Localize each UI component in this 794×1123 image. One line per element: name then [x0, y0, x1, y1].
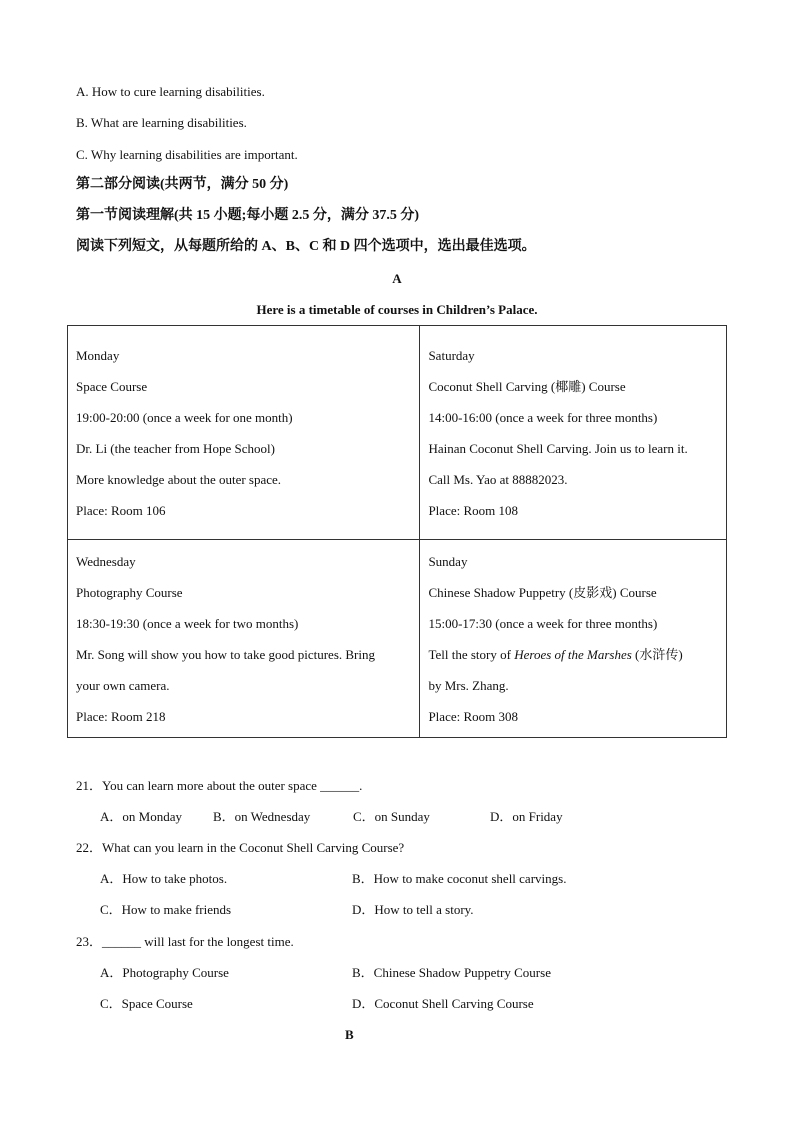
sunday-course: Chinese Shadow Puppetry (皮影戏) Course: [428, 585, 657, 600]
question-23-option-b: B．Chinese Shadow Puppetry Course: [352, 965, 551, 980]
question-21-option-d: D．on Friday: [490, 809, 563, 824]
question-23-stem: 23．______ will last for the longest time.: [76, 934, 294, 949]
question-22-option-c: C．How to make friends: [100, 902, 232, 917]
previous-option-c: C. Why learning disabilities are important.: [76, 147, 298, 162]
course-timetable: [67, 325, 727, 738]
question-23-option-d: D．Coconut Shell Carving Course: [352, 996, 534, 1011]
cell-wednesday: [68, 540, 420, 738]
saturday-contact: Call Ms. Yao at 88882023.: [428, 472, 568, 487]
wednesday-place: Place: Room 218: [76, 709, 166, 724]
previous-option-b: B. What are learning disabilities.: [76, 115, 247, 130]
question-22-option-b: B．How to make coconut shell carvings.: [352, 871, 567, 886]
monday-teacher: Dr. Li (the teacher from Hope School): [76, 441, 275, 456]
cell-monday: [68, 326, 420, 540]
question-22-option-d: D．How to tell a story.: [352, 902, 474, 917]
question-23-option-a: A．Photography Course: [100, 965, 229, 980]
passage-b-label: B: [345, 1027, 354, 1042]
question-21-stem: 21．You can learn more about the outer space ______.: [76, 778, 363, 793]
question-22-option-a: A．How to take photos.: [100, 871, 228, 886]
instruction-text: 阅读下列短文，从每题所给的 A、B、C 和 D 四个选项中，选出最佳选项。: [76, 239, 536, 254]
sunday-description: [428, 648, 682, 661]
sunday-story-title: Heroes of the Marshes: [514, 647, 632, 662]
question-23-option-c: C．Space Course: [100, 996, 193, 1011]
sunday-place: Place: Room 308: [428, 709, 518, 724]
monday-time: 19:00-20:00 (once a week for one month): [76, 410, 293, 425]
timetable-title: Here is a timetable of courses in Children’s Palace.: [256, 302, 538, 317]
saturday-day: Saturday: [428, 348, 475, 363]
sunday-time: 15:00-17:30 (once a week for three months): [428, 616, 658, 631]
passage-a-label: A: [392, 271, 402, 286]
cell-saturday: [420, 326, 727, 540]
previous-option-a: A. How to cure learning disabilities.: [76, 84, 265, 99]
monday-course: Space Course: [76, 379, 148, 394]
cell-sunday: [420, 540, 727, 738]
sunday-description-suffix: (水浒传): [631, 647, 683, 662]
sunday-day: Sunday: [428, 554, 468, 569]
part-heading: 第二部分阅读(共两节，满分 50 分): [76, 177, 289, 192]
saturday-time: 14:00-16:00 (once a week for three months): [428, 410, 658, 425]
question-22-stem: 22．What can you learn in the Coconut Shell Carving Course?: [76, 840, 405, 855]
section-heading: 第一节阅读理解(共 15 小题;每小题 2.5 分，满分 37.5 分): [76, 208, 419, 223]
sunday-description-prefix: Tell the story of: [428, 647, 515, 662]
question-21-option-a: A．on Monday: [100, 809, 182, 824]
monday-description: More knowledge about the outer space.: [76, 472, 282, 487]
sunday-description-cont: by Mrs. Zhang.: [428, 678, 509, 693]
wednesday-description-cont: your own camera.: [76, 678, 170, 693]
monday-day: Monday: [76, 348, 120, 363]
saturday-description: Hainan Coconut Shell Carving. Join us to learn it.: [428, 441, 688, 456]
wednesday-description: Mr. Song will show you how to take good pictures. Bring: [76, 647, 375, 662]
question-21-option-c: C．on Sunday: [353, 809, 430, 824]
wednesday-course: Photography Course: [76, 585, 183, 600]
saturday-course: Coconut Shell Carving (椰雕) Course: [428, 379, 626, 394]
question-21-option-b: B．on Wednesday: [213, 809, 311, 824]
saturday-place: Place: Room 108: [428, 503, 518, 518]
monday-place: Place: Room 106: [76, 503, 166, 518]
wednesday-day: Wednesday: [76, 554, 136, 569]
wednesday-time: 18:30-19:30 (once a week for two months): [76, 616, 299, 631]
